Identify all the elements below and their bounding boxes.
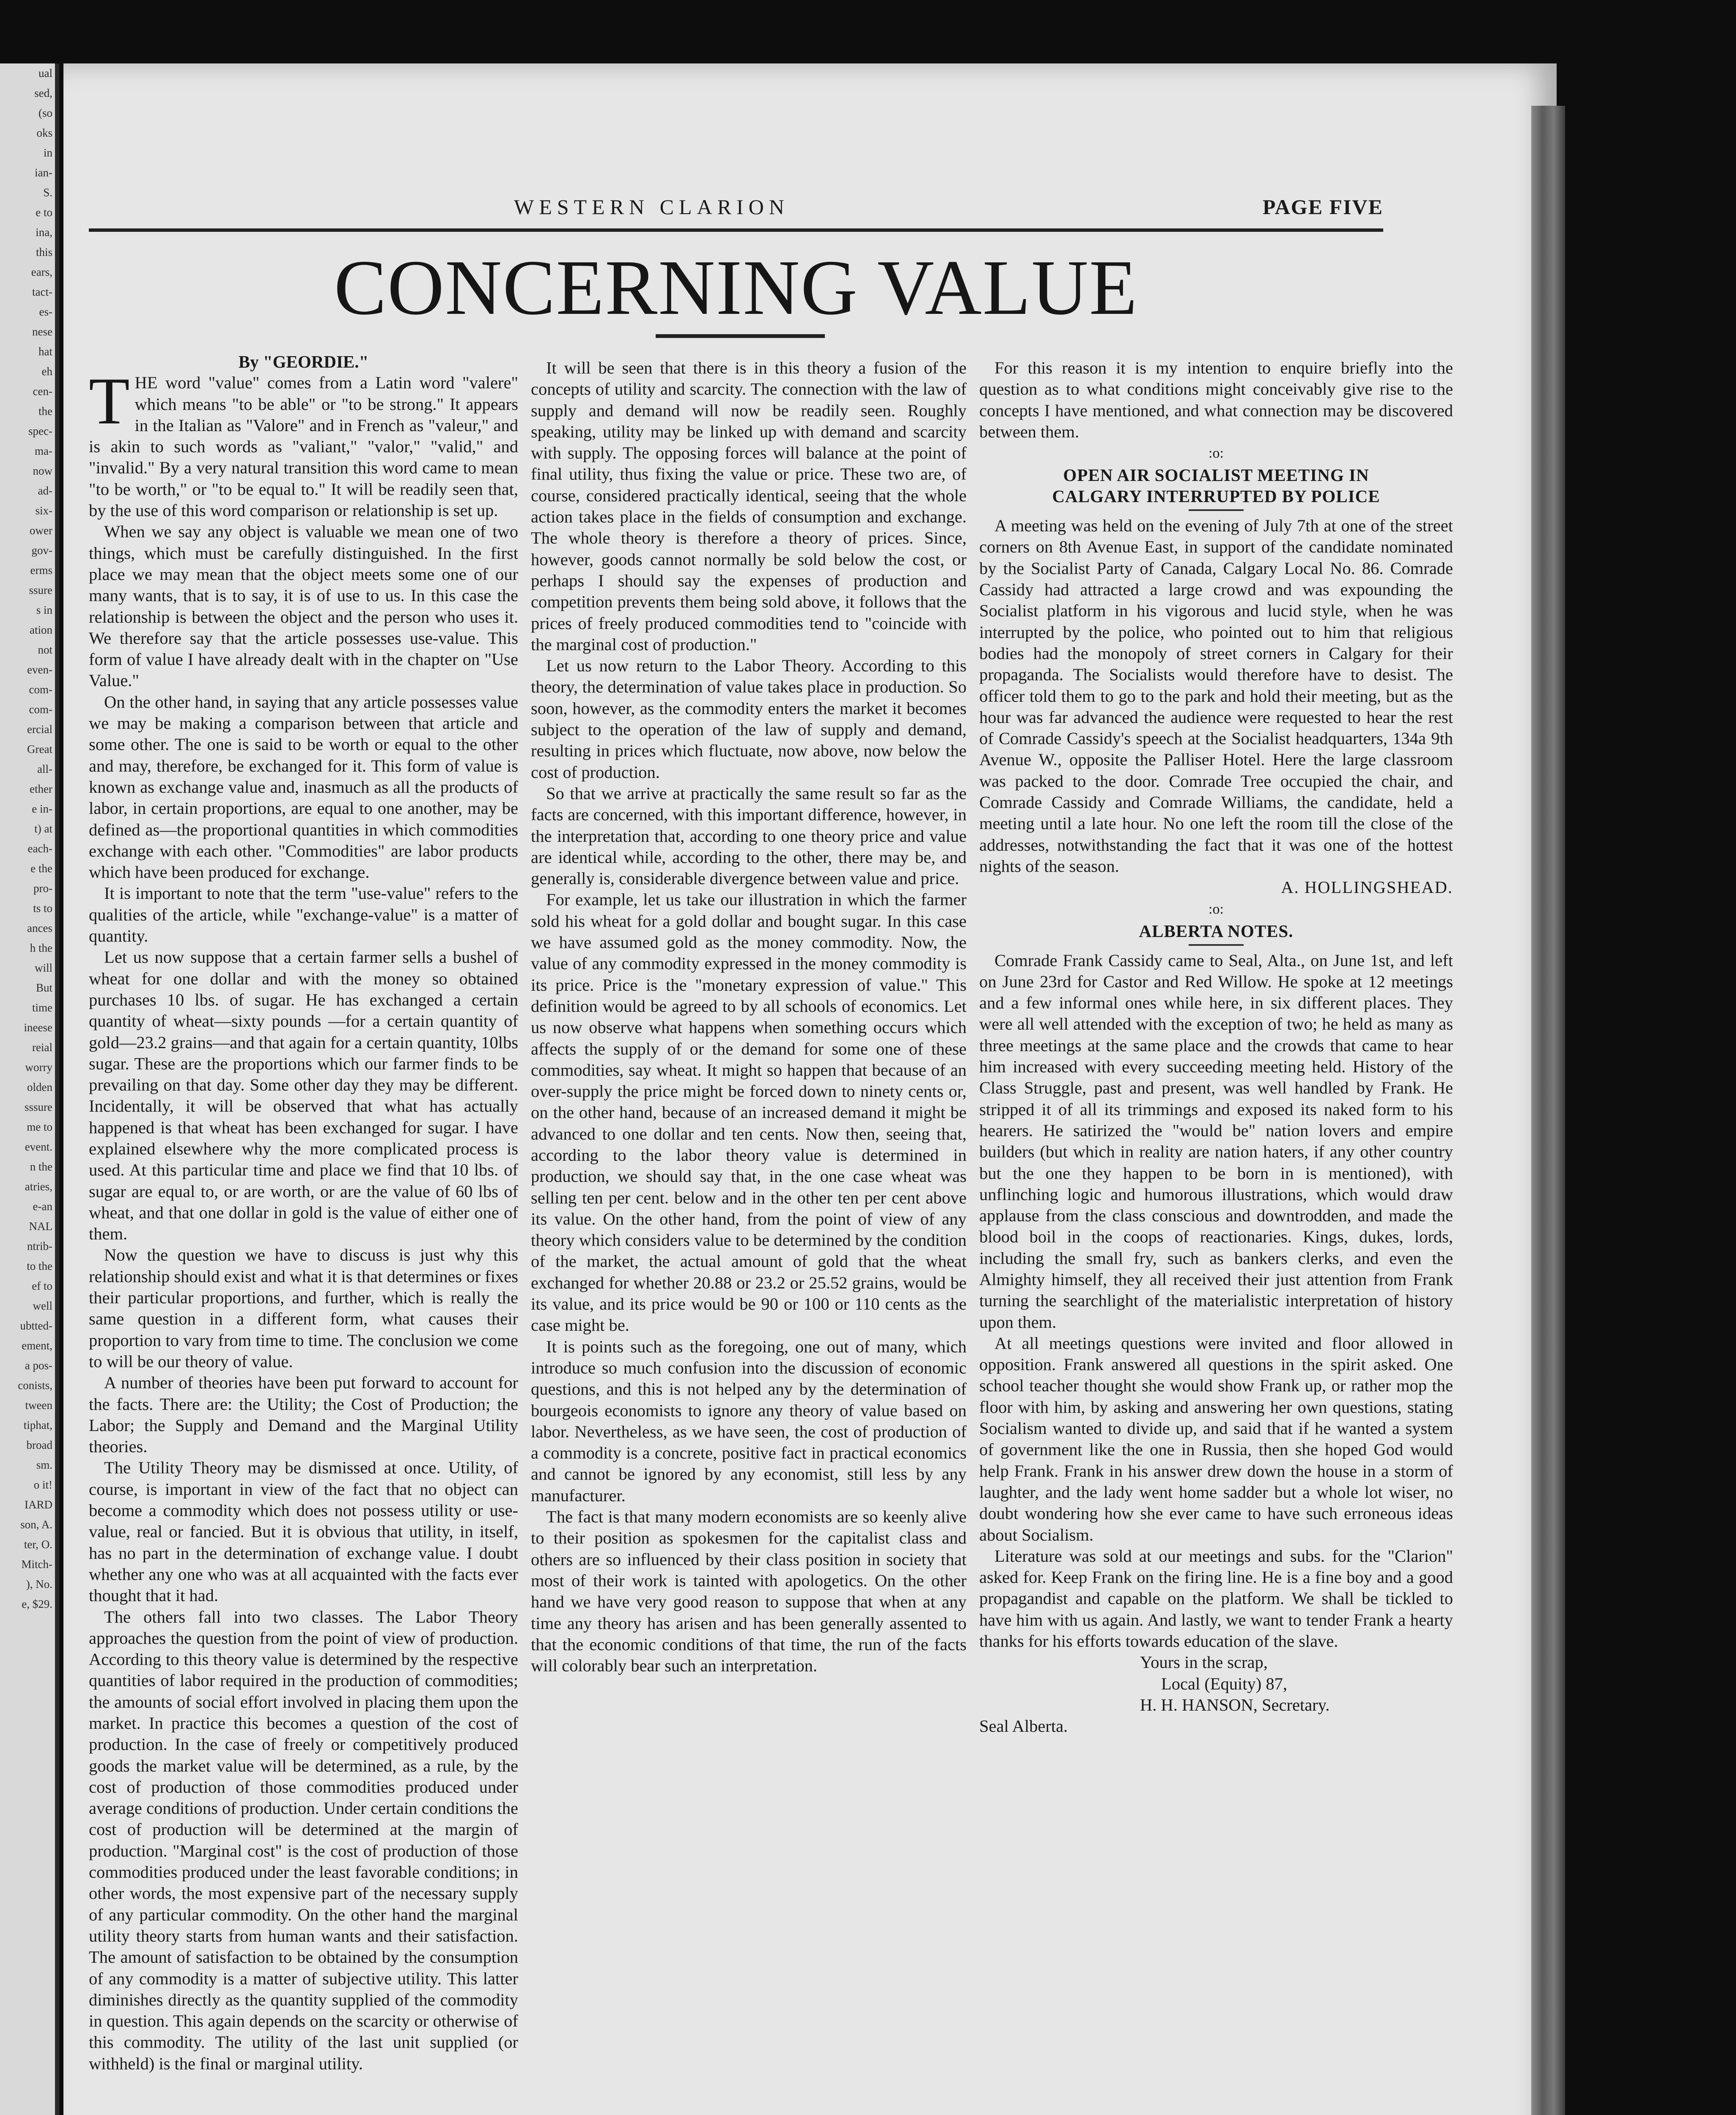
article-paragraph: The others fall into two classes. The Labor Theory approaches the question from the point of view of production. According to this theory value is determined by the respective quantities of labor required in the production of commodities; the amounts of social effort involved in placing them upon the market. In practice this becomes a question of the cost of production. In the case of freely or competitively produced goods the market value will be determined, as a rule, by the cost of production of those commodities produced under average conditions of production. Under certain conditions the cost of production will be determined at the margin of production. "Marginal cost" is the cost of production of those commodities produced under the least favorable conditions; in other words, the most expensive part of the necessary supply of any particular commodity. On the other hand the marginal utility theory starts from human wants and their satisfaction. The amount of satisfaction to be obtained by the consumption of any commodity is a matter of subjective utility. This latter diminishes directly as the quantity supplied of the commodity in question. This again depends on the scarcity or otherwise of this commodity. The utility of the last unit supplied (or withheld) is the final or marginal utility. — [89, 1607, 518, 2073]
adjacent-page-fragment: cen- — [33, 385, 52, 398]
adjacent-page-fragment: h the — [30, 942, 52, 954]
article-paragraph: It will be seen that there is in this theory a fusion of the concepts of utility and scarcity. The connection with the law of supply and demand will now be readily seen. Roughly speaking, utility may be linked up with demand and scarcity with supply. The opposing forces will balance at the point of final utility, thus fixing the value or price. These two are, of course, considered practically identical, seeing that the whole action takes place in the fields of consumption and exchange. The whole theory is therefore a theory of prices. Since, however, goods cannot normally be sold below the cost, or perhaps I should say the expenses of production and competition prevents them being sold above, it follows that the prices of freely produced commodities tend to "coincide with the marginal cost of production." — [531, 358, 967, 654]
adjacent-page-fragment: the — [38, 405, 52, 418]
article-paragraph: Let us now suppose that a certain farmer sells a bushel of wheat for one dollar and with the money so obtained purchases 10 lbs. of sugar. He has exchanged a certain quantity of wheat—sixty pounds —for a certain quantity of gold—23.2 grains—and that again for a certain quantity, 10lbs sugar. These are the proportions which our farmer finds to be prevailing on that day. Some other day they may be different. Incidentally, it will be observed that what has actually happened is that wheat has been exchanged for sugar. I have explained elsewhere why the more complicated process is used. At this particular time and place we find that 10 lbs. of sugar are equal to, or are worth, or are the value of 60 lbs of wheat, and that one dollar in gold is the value of either one of them. — [89, 948, 518, 1244]
adjacent-page-fragment: com- — [29, 703, 52, 716]
article-paragraph: A number of theories have been put forward to account for the facts. There are: the Utility; the Cost of Production; the Labor; the Supply and Demand and the Marginal Utility theories. — [89, 1373, 518, 1456]
adjacent-page-fragment: ter, O. — [24, 1538, 52, 1551]
headline-rule — [656, 334, 825, 338]
closing-line: Local (Equity) 87, — [1161, 1674, 1288, 1693]
adjacent-page-fragment: ssure — [29, 584, 52, 596]
adjacent-page-strip — [0, 63, 59, 2115]
newspaper-name: WESTERN CLARION — [514, 195, 789, 219]
adjacent-page-fragment: all- — [37, 763, 52, 775]
adjacent-page-fragment: NAL — [29, 1220, 52, 1233]
adjacent-page-fragment: But — [36, 981, 52, 994]
article-paragraph: On the other hand, in saying that any article possesses value we may be making a comparison between that article and some other. The one is said to be worth or equal to the other and may, therefore, be exchanged for it. This form of value is known as exchange value and, inasmuch as all the products of labor, in certain proportions, are equal to one another, may be defined as—the proportional quantities in which commodities exchange with each other. "Commodities" are labor products which have been produced for exchange. — [89, 692, 518, 882]
adjacent-page-fragment: ian- — [35, 166, 52, 179]
adjacent-page-fragment: ), No. — [26, 1578, 52, 1590]
adjacent-page-fragment: even- — [27, 663, 52, 676]
adjacent-page-fragment: this — [36, 246, 52, 258]
adjacent-page-fragment: oks — [36, 126, 52, 139]
article-paragraph: THE word "value" comes from a Latin word "valere" which means "to be able" or "to be strong." It appears in the Italian as "Valore" and in French as "valeur," and is akin to such words as "valiant," "valor," "valid," and "invalid." By a very natural transition this word came to mean "to be worth," or "to be equal to." It will be readily seen that, by the use of this word comparison or relationship is set up. — [89, 364, 518, 520]
meeting-paragraph: A meeting was held on the evening of July 7th at one of the street corners on 8th Avenue East, in support of the candidate nominated by the Socialist Party of Canada, Calgary Local No. 86. Comrade Cassidy had attracted a large crowd and was expounding the Socialist platform in his vigorous and lucid style, when he was interrupted by the police, who pointed out to him that religious bodies had the monopoly of street corners in Calgary for their propaganda. The Socialists would therefore have to desist. The officer told them to go to the park and hold their meeting, but as the hour was far advanced the audience were requested to hear the rest of Comrade Cassidy's speech at the Socialist headquarters, 134a 9th Avenue W., opposite the Palliser Hotel. Here the large classroom was packed to the door. Comrade Tree occupied the chair, and Comrade Cassidy and Comrade Williams, the candidate, held a meeting until a late hour. No one left the room till the close of the addresses, notwithstanding the fact that it was one of the hottest nights of the season. — [979, 516, 1453, 876]
adjacent-page-fragment: in — [43, 146, 52, 159]
closing-signature: H. H. HANSON, Secretary. — [1140, 1695, 1330, 1714]
adjacent-page-fragment: olden — [27, 1081, 52, 1093]
adjacent-page-fragment: tiphat, — [23, 1419, 52, 1431]
adjacent-page-fragment: e the — [30, 862, 52, 875]
article-paragraph: So that we arrive at practically the same result so far as the facts are concerned, with this important difference, however, in the interpretation that, according to one theory price and value are identical while, according to the other, there may be, and generally is, considerable divergence between value and price. — [531, 783, 967, 888]
adjacent-page-fragment: e in- — [32, 802, 52, 815]
headline-rule — [1189, 944, 1244, 946]
adjacent-page-fragment: will — [34, 961, 52, 974]
adjacent-page-fragment: e to — [36, 206, 52, 219]
article-headline: CONCERNING VALUE — [334, 244, 1138, 331]
adjacent-page-fragment: well — [33, 1299, 52, 1312]
adjacent-page-fragment: now — [33, 464, 52, 477]
adjacent-page-fragment: o it! — [33, 1478, 52, 1491]
place-line: Seal Alberta. — [979, 1717, 1068, 1736]
closing-line: Yours in the scrap, — [1140, 1653, 1268, 1672]
adjacent-page-fragment: six- — [35, 504, 52, 517]
adjacent-page-fragment: sm. — [36, 1459, 52, 1471]
adjacent-page-fragment: hat — [38, 345, 52, 358]
meeting-headline-line1: OPEN AIR SOCIALIST MEETING IN — [1063, 465, 1369, 485]
adjacent-page-fragment: gov- — [31, 544, 52, 557]
adjacent-page-fragment: ad- — [38, 484, 52, 497]
adjacent-page-fragment: ower — [30, 524, 52, 537]
adjacent-page-fragment: ts to — [33, 902, 52, 915]
article-paragraph: For example, let us take our illustration in which the farmer sold his wheat for a gold dollar and bought sugar. In this case we have assumed gold as the money commodity. Now, the value of any commodity expressed in the money commodity is its price. Price is the "monetary expression of value." This definition would be agreed to by all schools of economics. Let us now observe what happens when something occurs which affects the supply of or the demand for some one of these commodities, say wheat. It might so happen that because of an over-supply the price might be forced down to ninety cents or, on the other hand, because of an increased demand it might be advanced to one dollar and ten cents. Now then, seeing that, according to the labor theory value is determined in production, we should say that, in the one case wheat was selling ten per cent. below and in the other ten per cent above its value. On the other hand, from the point of view of any theory which considers value to be determined by the condition of the market, the actual amount of gold that the wheat exchanged for whether 20.88 or 23.2 or 25.52 grains, would be its value, and its price would be 90 or 100 or 110 cents as the case might be. — [531, 890, 967, 1335]
adjacent-page-fragment: Great — [27, 743, 52, 755]
alberta-paragraph: Literature was sold at our meetings and subs. for the "Clarion" asked for. Keep Frank on the firing line. He is a fine boy and a good propagandist and capable on the platform. We shall be tickled to have him with us again. And lastly, we want to tender Frank a hearty thanks for his efforts towards education of the slave. — [979, 1546, 1453, 1651]
section-separator: :o: — [1209, 901, 1224, 917]
meeting-signature: A. HOLLINGSHEAD. — [1281, 878, 1453, 897]
adjacent-page-fragment: ma- — [35, 445, 52, 457]
adjacent-page-fragment: sssure — [25, 1101, 52, 1113]
adjacent-page-fragment: com- — [29, 683, 52, 696]
adjacent-page-fragment: ement, — [22, 1339, 52, 1352]
headline-rule — [1189, 509, 1244, 511]
article-paragraph: The Utility Theory may be dismissed at once. Utility, of course, is important in view of the fact that no object can become a commodity which does not possess utility or use-value, real or fancied. But it is obvious that utility, in itself, has no part in the determination of exchange value. I doubt whether any one who was at all acquainted with the facts ever thought that it had. — [89, 1458, 518, 1605]
adjacent-page-fragment: ercial — [27, 723, 52, 736]
adjacent-page-fragment: tween — [25, 1399, 52, 1412]
adjacent-page-fragment: pro- — [33, 882, 52, 895]
adjacent-page-fragment: ual — [38, 67, 52, 80]
alberta-headline: ALBERTA NOTES. — [1139, 921, 1294, 941]
adjacent-page-fragment: son, A. — [20, 1518, 52, 1531]
adjacent-page-fragment: es- — [39, 305, 52, 318]
adjacent-page-fragment: tact- — [32, 286, 52, 298]
adjacent-page-fragment: ef to — [32, 1280, 52, 1292]
adjacent-page-fragment: to the — [27, 1260, 52, 1272]
adjacent-page-fragment: ether — [30, 783, 52, 795]
adjacent-page-fragment: ina, — [36, 226, 52, 239]
alberta-paragraph: At all meetings questions were invited and floor allowed in opposition. Frank answered all questions in the spirit asked. One school teacher thought she would show Frank up, or rather mop the floor with him, by asking and answering her own questions, stating Socialism wanted to divide up, and said that if he wanted a system of government like the one in Russia, then she hoped God would help Frank. Frank in his answer drew down the house in a storm of laughter, and the lady went home sadder but a whole lot wiser, no doubt wondering how she ever came to have such erroneous ideas about Socialism. — [979, 1333, 1453, 1544]
adjacent-page-fragment: eh — [41, 365, 52, 378]
binding-spine — [1531, 106, 1565, 2115]
adjacent-page-fragment: time — [32, 1001, 52, 1014]
column-3 — [979, 357, 1453, 1737]
adjacent-page-fragment: atries, — [25, 1180, 52, 1193]
adjacent-page-fragment: a pos- — [25, 1359, 52, 1372]
article-paragraph: It is points such as the foregoing, one out of many, which introduce so much confusion into the discussion of economic questions, and this is not helped any by the determination of bourgeois economists to ignore any theory of value based on labor. Nevertheless, as we have seen, the cost of production of a commodity is a concrete, positive fact in practical economics and cannot be ignored by any economist, still less by any manufacturer. — [531, 1337, 967, 1505]
adjacent-page-fragment: me to — [27, 1121, 52, 1133]
adjacent-page-fragment: reial — [32, 1041, 52, 1054]
adjacent-page-fragment: nese — [32, 325, 52, 338]
adjacent-page-fragment: not — [38, 643, 52, 656]
adjacent-page-fragment: ation — [30, 624, 52, 636]
adjacent-page-fragment: sed, — [34, 87, 52, 99]
adjacent-page-fragment: e-an — [33, 1200, 52, 1213]
adjacent-page-fragment: Mitch- — [21, 1558, 52, 1571]
adjacent-page-fragment: erms — [30, 564, 52, 577]
adjacent-page-fragment: ears, — [31, 266, 52, 278]
adjacent-page-fragment: ances — [27, 922, 52, 934]
drop-cap: T — [89, 364, 130, 439]
adjacent-page-fragment: conists, — [18, 1379, 52, 1392]
adjacent-page-fragment: worry — [25, 1061, 52, 1074]
adjacent-page-fragment: t) at — [34, 822, 52, 835]
section-separator: :o: — [1209, 445, 1224, 461]
meeting-headline-line2: CALGARY INTERRUPTED BY POLICE — [1052, 486, 1380, 506]
adjacent-page-fragment: e, $29. — [22, 1598, 52, 1610]
adjacent-page-fragment: ineese — [24, 1021, 52, 1034]
adjacent-page-fragment: s in — [36, 604, 52, 616]
byline: By "GEORDIE." — [238, 352, 369, 371]
adjacent-page-fragment: broad — [26, 1439, 52, 1451]
adjacent-page-fragment: event. — [25, 1140, 52, 1153]
article-paragraph: It is important to note that the term "use-value" refers to the qualities of the article, while "exchange-value" is a matter of quantity. — [89, 884, 518, 946]
adjacent-page-fragment: n the — [30, 1160, 52, 1173]
adjacent-page-fragment: ntrib- — [27, 1240, 52, 1253]
alberta-paragraph: Comrade Frank Cassidy came to Seal, Alta., on June 1st, and left on June 23rd for Castor and Red Willow. He spoke at 12 meetings and a few informal ones while here, in six different places. They were all well attended with the exception of two; he held as many as three meetings at the same place and the crowds that came to hear him increased with every succeeding meeting held. History of the Class Struggle, past and present, was well handled by Frank. He stripped it of all its trimmings and exposed its naked form to his hearers. He satirized the "would be" nation lovers and empire builders (but which in reality are nation haters, if any other country but the one they happen to be born in is mentioned), with unflinching logic and humorous illustrations, which would draw applause from the class conscious and downtrodden, and made the blood boil in the coops of reactionaries. Kings, dukes, lords, including the small fry, such as bankers clerks, and even the Almighty himself, they all received their just attention from Frank turning the searchlight of the materialistic interpretation of history upon them. — [979, 950, 1453, 1332]
running-head — [89, 195, 1383, 232]
article-paragraph: Let us now return to the Labor Theory. According to this theory, the determination of value takes place in production. So soon, however, as the commodity enters the market it becomes subject to the operation of the law of supply and demand, resulting in prices which fluctuate, now above, now below the cost of production. — [531, 656, 967, 782]
column-2 — [531, 357, 967, 1676]
article-paragraph: When we say any object is valuable we mean one of two things, which must be carefully distinguished. In the first place we may mean that the object meets some one of our many wants, that is to say, it is of use to us. In this case the relationship is between the object and the person who uses it. We therefore say that the article possesses use-value. This form of value I have already dealt with in the chapter on "Use Value." — [89, 522, 518, 690]
adjacent-page-fragment: IARD — [25, 1498, 52, 1511]
page-number: PAGE FIVE — [1262, 195, 1383, 219]
article-paragraph: The fact is that many modern economists are so keenly alive to their position as spokesmen for the capitalist class and others are so influenced by their class position in society that most of their work is tainted with apologetics. On the other hand we have very good reason to suppose that when at any time any theory has arisen and has been generally assented to that the economic conditions of that time, the run of the facts will colorably bear such an interpretation. — [531, 1507, 967, 1676]
adjacent-page-fragment: spec- — [28, 425, 52, 437]
adjacent-page-fragment: ubtted- — [20, 1319, 52, 1332]
adjacent-page-fragment: (so — [38, 107, 52, 119]
article-paragraph: Now the question we have to discuss is just why this relationship should exist and what it is that determines or fixes their particular proportions, and further, which is really the same question in a different form, what causes their proportion to vary from time to time. The conclusion we come to will be our theory of value. — [89, 1245, 518, 1371]
adjacent-page-fragment: S. — [43, 186, 52, 199]
adjacent-page-fragment: each- — [27, 842, 52, 855]
article-paragraph: For this reason it is my intention to enquire briefly into the question as to what conditions might conceivably give rise to the concepts I have mentioned, and what connection may be discovered between them. — [979, 358, 1453, 441]
column-1 — [89, 351, 518, 2074]
